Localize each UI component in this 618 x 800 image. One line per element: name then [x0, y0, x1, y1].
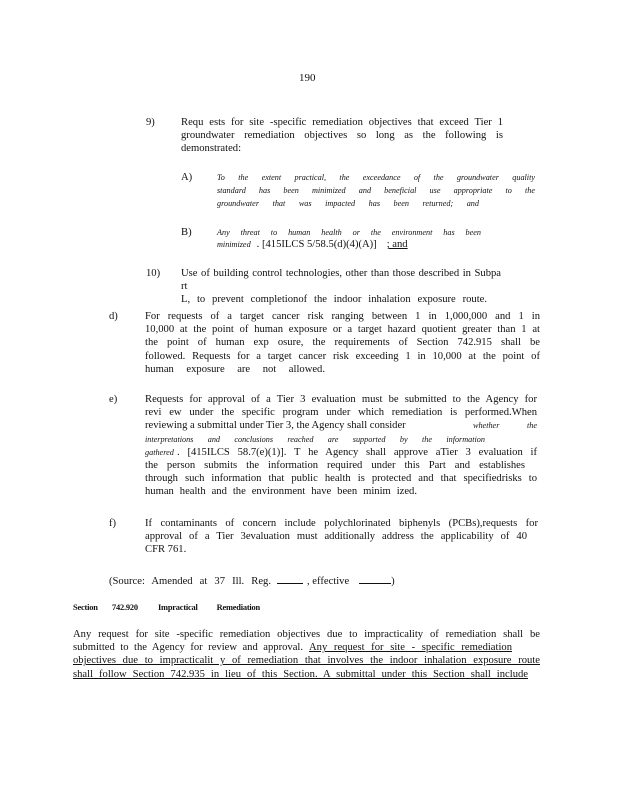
item-9a-line: groundwater that was impacted has been returned; and	[217, 199, 479, 208]
section-title: Impractical Remediation	[158, 603, 260, 612]
item-9b-text	[217, 226, 481, 251]
section-body-line2	[73, 641, 540, 654]
section-body-line2-inserted: Any request for site - specific remediation	[309, 642, 512, 654]
item-e-line: through such information that public health is protected and that specifiedrisks to	[145, 473, 537, 485]
item-e-line: the person submits the information required under this Part and establishes	[145, 459, 525, 471]
section-body	[73, 628, 540, 681]
section-body-line2-text: submitted to the Agency for review and approval.	[73, 642, 303, 654]
item-d-label: d)	[109, 311, 118, 322]
item-d-text	[145, 310, 540, 376]
page-number: 190	[299, 72, 316, 84]
section-body-line: Any request for site -specific remediation objectives due to impracticality of remediation shall be	[73, 629, 540, 640]
item-9-number: 9)	[146, 117, 155, 128]
section-body-inserted-line: objectives due to impracticalit y of remediation that involves the indoor inhalation exposure route	[73, 655, 540, 667]
item-9-text	[181, 116, 503, 156]
item-d-line: the point of human exp osure, the requirements of Section 742.915 shall be	[145, 337, 540, 349]
item-f-text	[145, 517, 538, 557]
item-9a-line: standard has been minimized and beneficial use appropriate to the	[217, 186, 535, 195]
item-d-line: 10,000 at the point of human exposure or a target hazard quotient greater than 1 at	[145, 324, 540, 336]
item-e-line5-italic: gathered	[145, 447, 174, 457]
item-f-line: If contaminants of concern include polychlorinated biphenyls (PCBs),requests for	[145, 518, 538, 529]
item-10-line: Use of building control technologies, other than those described in Subpa rt	[181, 268, 501, 293]
section-number: 742.920	[112, 603, 138, 612]
source-effective: , effective	[307, 576, 350, 587]
item-f-line: CFR 761.	[145, 544, 187, 556]
section-label: Section	[73, 603, 98, 612]
item-e-line5-citation: . [415ILCS 58.7(e)(1)]. T he Agency shall approve aTier 3 evaluation if	[177, 446, 537, 458]
item-e-line: revi ew under the specific program under which remediation is performed.When	[145, 407, 537, 419]
item-e-line3	[145, 419, 537, 432]
item-9b-citation: . [415ILCS 5/58.5(d)(4)(A)]	[256, 239, 377, 250]
item-9b-underlined: ; and	[386, 239, 408, 250]
item-9b-line: Any threat to human health or the environment has been	[217, 228, 481, 237]
source-suffix: )	[391, 576, 395, 587]
source-prefix: (Source: Amended at 37 Ill. Reg.	[109, 576, 271, 587]
item-f-label: f)	[109, 518, 117, 529]
item-9b-italic: minimized	[217, 240, 251, 249]
item-e-line3-text: reviewing a submittal under Tier 3, the Agency shall consider	[145, 420, 406, 432]
item-9a-line: To the extent practical, the exceedance of the groundwater quality	[217, 173, 535, 182]
item-f-line: approval of a Tier 3evaluation must additionally address the applicability of 40	[145, 531, 527, 543]
item-9a-text	[217, 171, 535, 210]
item-10-text	[181, 267, 501, 307]
item-e-text	[145, 393, 537, 498]
item-e-line: human health and the environment have been minim ized.	[145, 486, 417, 498]
item-9-line: groundwater remediation objectives so long as the following is	[181, 130, 503, 142]
source-note	[109, 573, 395, 588]
item-e-line4: interpretations and conclusions reached are supported by the information	[145, 434, 485, 444]
item-d-line: human exposure are not allowed.	[145, 363, 325, 375]
item-10-line: L, to prevent completionof the indoor inhalation exposure route.	[181, 294, 487, 306]
source-effective-blank	[359, 573, 391, 584]
item-e-line: Requests for approval of a Tier 3 evaluation must be submitted to the Agency for	[145, 394, 537, 405]
item-10-number: 10)	[146, 268, 161, 279]
item-9a-label: A)	[181, 172, 193, 183]
source-register-blank	[277, 573, 303, 584]
section-body-inserted-line: shall follow Section 742.935 in lieu of this Section. A submittal under this Section shall include	[73, 668, 528, 680]
item-d-line: followed. Requests for a target cancer risk exceeding 1 in 10,000 at the point of	[145, 350, 540, 362]
item-9-line: Requ ests for site -specific remediation objectives that exceed Tier 1	[181, 117, 503, 128]
item-e-label: e)	[109, 394, 118, 405]
item-e-line5	[145, 446, 537, 459]
item-d-line: For requests of a target cancer risk ranging between 1 in 1,000,000 and 1 in	[145, 311, 540, 322]
item-9-line: demonstrated:	[181, 143, 242, 155]
item-9b-label: B)	[181, 227, 192, 238]
item-e-line3-italic: whether the	[473, 421, 537, 431]
item-9b-line2	[217, 238, 481, 251]
